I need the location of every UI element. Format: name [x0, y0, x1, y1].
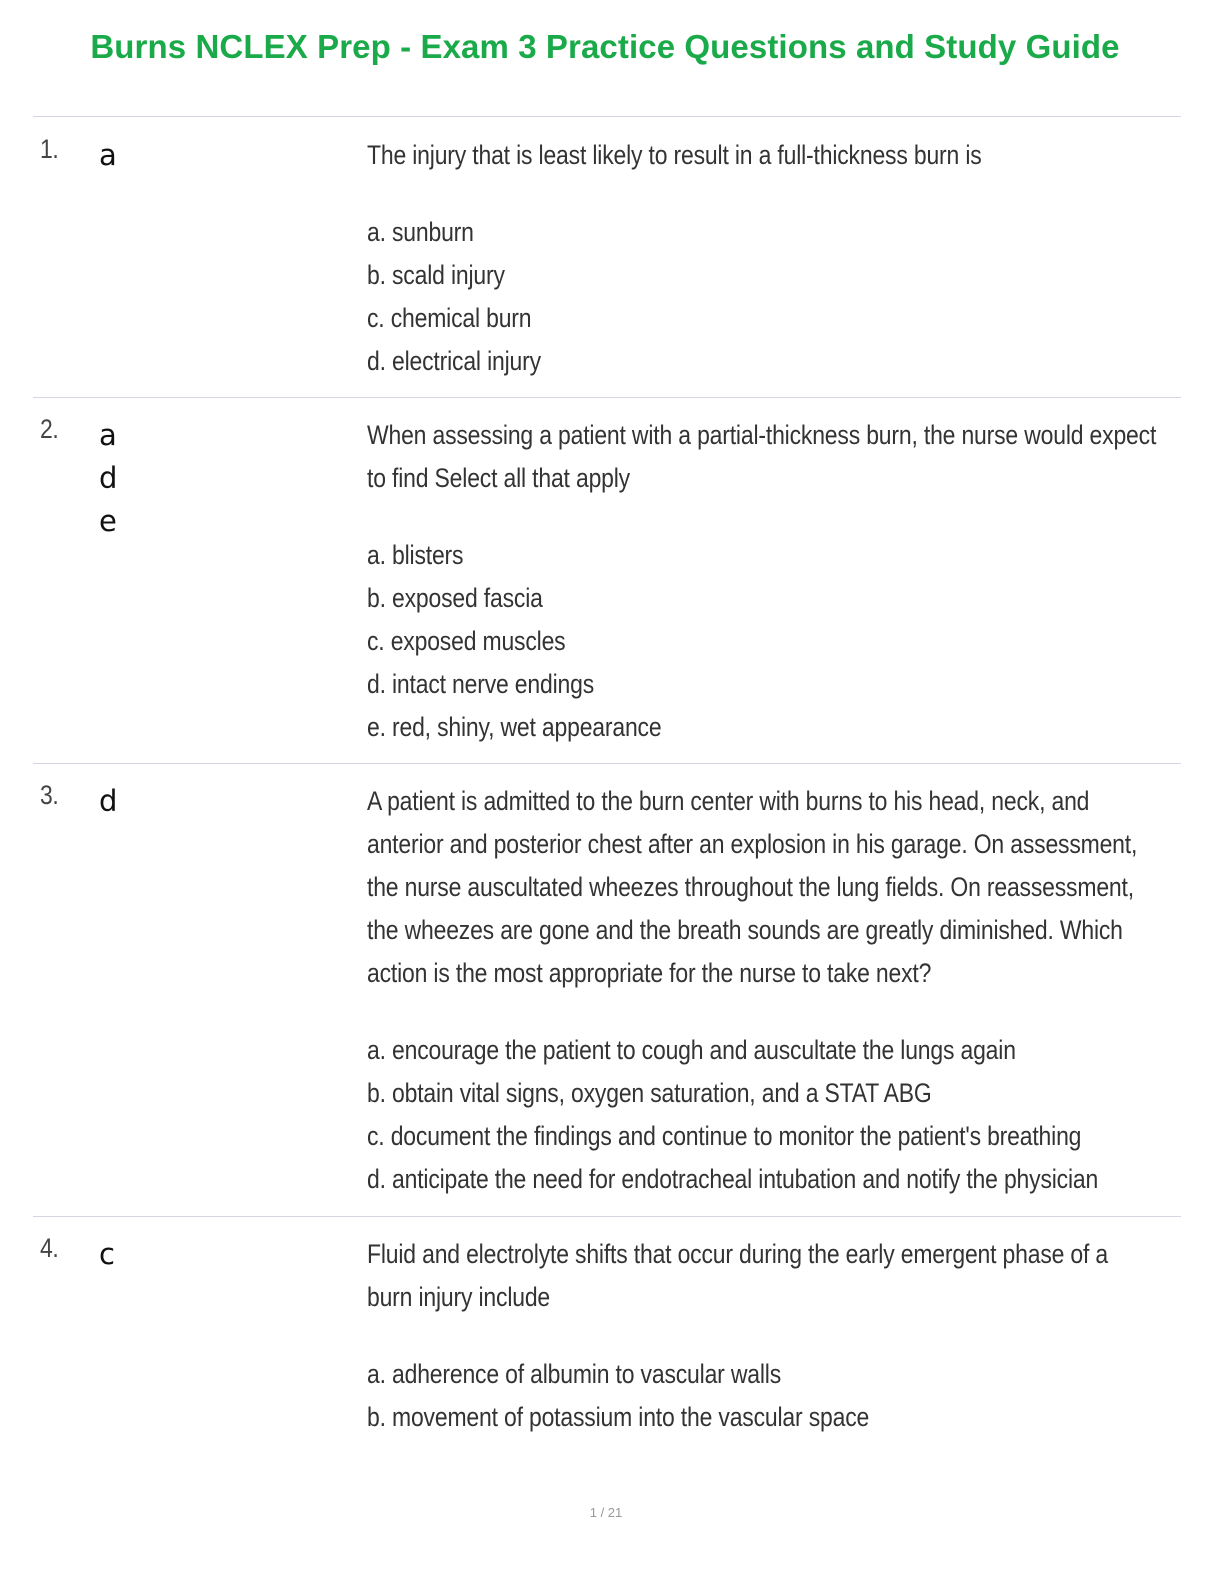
- option: d. intact nerve endings: [367, 669, 595, 699]
- option: c. document the findings and continue to monitor the patient's breathing: [367, 1121, 1082, 1151]
- option: a. adherence of albumin to vascular walls: [367, 1359, 782, 1389]
- option: c. exposed muscles: [367, 626, 566, 656]
- answer-letter: d: [99, 461, 118, 495]
- question-stem: A patient is admitted to the burn center with burns to his head, neck, and anterior and posterior chest after an explosion in his garage. On assessment, the nurse auscultated wheezes throughout the lung fields. On reassessment, the wheezes are gone and the breath sounds are greatly diminished. Which action is the most appropriate for the nurse to take next?: [367, 786, 1138, 988]
- answer-letter: e: [99, 504, 117, 538]
- option: b. obtain vital signs, oxygen saturation, and a STAT ABG: [367, 1078, 932, 1108]
- answer-letter: d: [99, 784, 118, 818]
- question-body: [367, 134, 1158, 383]
- question-body: [367, 1233, 1158, 1439]
- divider: [33, 116, 1181, 117]
- question-number: 3.: [40, 780, 59, 810]
- options-list: [367, 534, 1158, 749]
- option: b. movement of potassium into the vascular space: [367, 1402, 870, 1432]
- divider: [33, 763, 1181, 764]
- option: a. encourage the patient to cough and auscultate the lungs again: [367, 1035, 1016, 1065]
- option: e. red, shiny, wet appearance: [367, 712, 662, 742]
- option: d. anticipate the need for endotracheal intubation and notify the physician: [367, 1164, 1099, 1194]
- question-stem: The injury that is least likely to result in a full-thickness burn is: [367, 140, 982, 170]
- question-number: 2.: [40, 414, 59, 444]
- question-body: [367, 414, 1158, 749]
- question-number: 4.: [40, 1233, 59, 1263]
- answer-letter: a: [99, 418, 117, 452]
- option: a. sunburn: [367, 217, 474, 247]
- option: d. electrical injury: [367, 346, 541, 376]
- answer-key: [99, 1233, 115, 1276]
- question-number: 1.: [40, 134, 59, 164]
- document-title: Burns NCLEX Prep - Exam 3 Practice Questions and Study Guide: [90, 28, 1120, 65]
- option: b. scald injury: [367, 260, 505, 290]
- page-number: 1 / 21: [589, 1505, 623, 1520]
- options-list: [367, 1353, 1158, 1439]
- answer-letter: a: [99, 138, 117, 172]
- question-body: [367, 780, 1158, 1201]
- divider: [33, 1216, 1181, 1217]
- divider: [33, 397, 1181, 398]
- question-stem: Fluid and electrolyte shifts that occur during the early emergent phase of a burn injury include: [367, 1239, 1109, 1312]
- options-list: [367, 1029, 1158, 1201]
- options-list: [367, 211, 1158, 383]
- answer-key: [99, 780, 117, 823]
- answer-key: [99, 414, 117, 543]
- question-stem: When assessing a patient with a partial-thickness burn, the nurse would expect to find Select all that apply: [367, 420, 1157, 493]
- answer-letter: c: [99, 1237, 115, 1271]
- answer-key: [99, 134, 117, 177]
- option: a. blisters: [367, 540, 464, 570]
- option: c. chemical burn: [367, 303, 532, 333]
- option: b. exposed fascia: [367, 583, 543, 613]
